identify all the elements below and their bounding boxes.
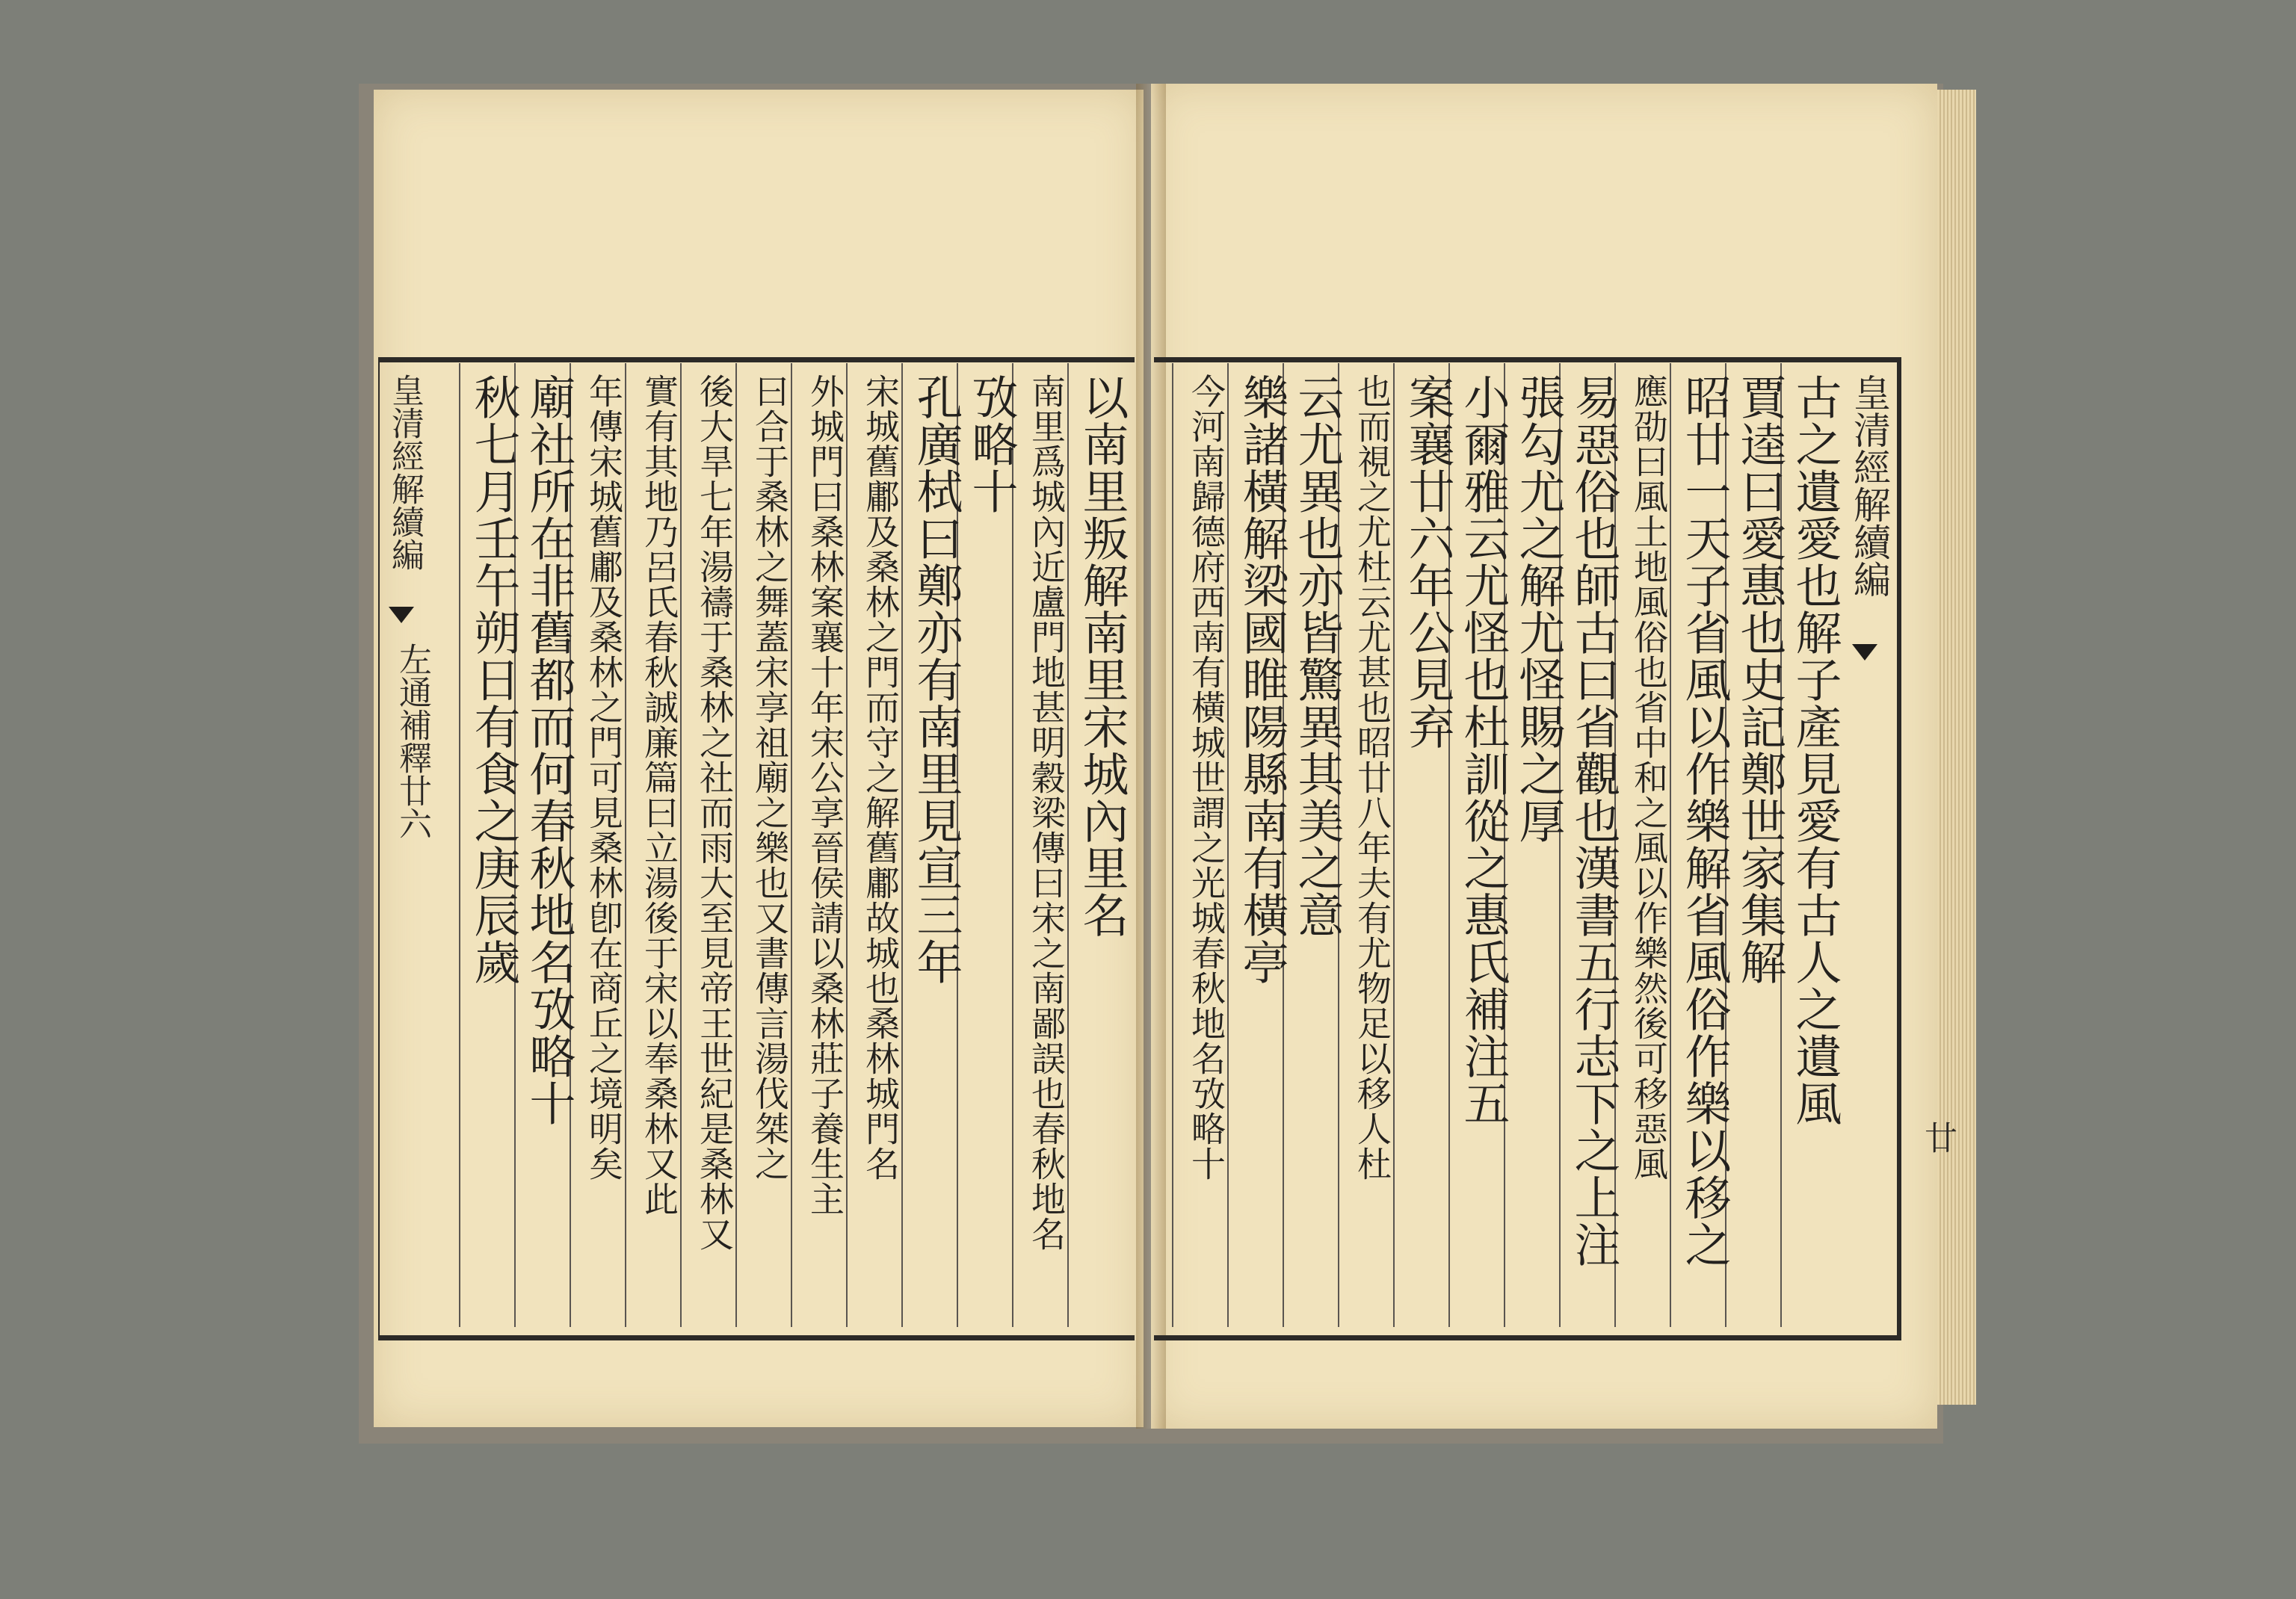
left-banxin-sub: 左通補釋廿六 xyxy=(393,643,431,840)
right-text-column: 應劭曰風土地風俗也省中和之風以作樂然後可移惡風 xyxy=(1629,374,1669,1181)
page-number: 廿 xyxy=(1919,1121,1957,1154)
left-banxin-title: 皇清經解續編 xyxy=(386,374,424,571)
left-text-column: 南里爲城內近盧門地甚明穀梁傳曰宋之南鄙誤也春秋地名 xyxy=(1026,374,1067,1252)
left-text-column: 年傳宋城舊鄘及桑林之門可見桑林卽在商丘之境明矣 xyxy=(584,374,624,1181)
right-text-column: 今河南歸德府西南有橫城世謂之光城春秋地名攷略十 xyxy=(1186,374,1226,1181)
left-text-column: 攷略十 xyxy=(964,374,1019,515)
column-rule xyxy=(1172,363,1173,1327)
right-text-column: 古之遺愛也解子產見愛有古人之遺風 xyxy=(1788,374,1842,1127)
right-header: 皇清經解續編 xyxy=(1848,374,1891,598)
column-rule xyxy=(459,363,460,1327)
right-text-column: 張勾尤之解尤怪賜之厚 xyxy=(1511,374,1566,844)
left-text-column: 秋七月壬午朔日有食之庚辰歲 xyxy=(466,374,521,986)
right-text-column: 云尤異也亦皆驚異其美之意 xyxy=(1290,374,1345,938)
left-text-column: 後大旱七年湯禱于桑林之社而雨大至見帝王世紀是桑林又 xyxy=(694,374,735,1252)
left-text-column: 實有其地乃呂氏春秋誠廉篇曰立湯後于宋以奉桑林又此 xyxy=(639,374,679,1216)
left-text-column: 以南里叛解南里宋城內里名 xyxy=(1075,374,1129,938)
right-text-column: 樂諸橫解梁國睢陽縣南有橫亭 xyxy=(1235,374,1289,986)
left-text-column: 外城門曰桑林案襄十年宋公享晉侯請以桑林莊子養生主 xyxy=(805,374,845,1216)
right-text-column: 昭廿一天子省風以作樂解省風俗作樂以移之 xyxy=(1677,374,1732,1268)
left-text-column: 宋城舊鄘及桑林之門而守之解舊鄘故城也桑林城門名 xyxy=(860,374,901,1181)
left-text-column: 廟社所在非舊都而何春秋地名攷略十 xyxy=(522,374,576,1127)
right-text-column: 案襄廿六年公見弃 xyxy=(1401,374,1455,750)
right-text-column: 賈逵曰愛惠也史記鄭世家集解 xyxy=(1732,374,1787,986)
right-text-column: 小爾雅云尤怪也杜訓從之惠氏補注五 xyxy=(1456,374,1510,1127)
page-edges xyxy=(1937,90,1976,1405)
left-text-column: 孔廣栻曰鄭亦有南里見宣三年 xyxy=(909,374,963,986)
left-text-column: 曰合于桑林之舞蓋宋享祖廟之樂也又書傳言湯伐桀之 xyxy=(750,374,790,1181)
right-text-column: 也而視之尤杜云尤甚也昭廿八年夫有尤物足以移人杜 xyxy=(1352,374,1392,1181)
right-text-column: 易惡俗也師古曰省觀也漢書五行志下之上注 xyxy=(1567,374,1621,1268)
